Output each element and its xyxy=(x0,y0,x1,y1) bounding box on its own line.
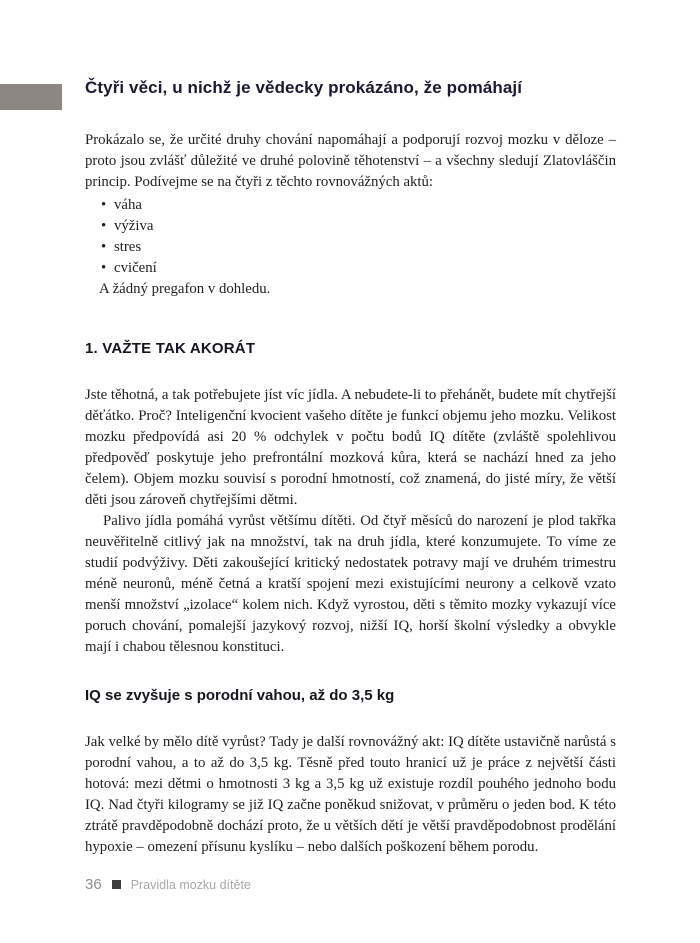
square-bullet-icon xyxy=(112,880,121,889)
page-content xyxy=(85,78,616,858)
section-heading: 1. VAŽTE TAK AKORÁT xyxy=(85,340,256,357)
list-item: • váha xyxy=(101,195,616,216)
page-title: Čtyři věci, u nichž je vědecky prokázáno, že pomáhají xyxy=(85,78,523,97)
footer-book-title: Pravidla mozku dítěte xyxy=(130,877,251,892)
subsection-paragraph: Jak velké by mělo dítě vyrůst? Tady je další rovnovážný akt: IQ dítěte ustavičně narůstá s porodní vahou, a to až do 3,5 kg. Těsně před touto hranicí už je práce z největší části hotová: mezi dětmi o hmotnosti 3 kg a 3,5 kg už existuje rozdíl pouhého jednoho bodu IQ. Nad čtyři kilogramy se již IQ začne poněkud snižovat, v průměru o jeden bod. K této ztrátě pravděpodobně dochází proto, že u větších dětí je větší pravděpodobnost prodělání hypoxie – omezení přísunu kyslíku – nebo dalších poškození během porodu. xyxy=(85,734,616,855)
section-paragraph: Jste těhotná, a tak potřebujete jíst víc jídla. A nebudete-li to přehánět, budete mít chytřejší děťátko. Proč? Inteligenční kvocient vašeho dítěte je funkcí objemu jeho mozku. Velikost mozku předpovídá asi 20 % odchylek v počtu bodů IQ dítěte (zvláště spolehlivou předpověď poskytuje jeho prefrontální mozková kůra, která se nachází hned za jeho čelem). Objem mozku souvisí s porodní hmotností, což znamená, do jisté míry, že větší děti jsou zároveň chytřejšími dětmi. xyxy=(85,387,616,508)
page-footer xyxy=(85,876,251,893)
list-item: • výživa xyxy=(101,216,616,237)
subsection-heading: IQ se zvyšuje s porodní vahou, až do 3,5 kg xyxy=(85,687,395,704)
bullet-list xyxy=(85,195,616,279)
intro-paragraph: Prokázalo se, že určité druhy chování napomáhají a podporují rozvoj mozku v děloze – proto jsou zvlášť důležité ve druhé polovině těhotenství – a všechny sledují Zlatovláščin princip. Podívejme se na čtyři z těchto rovnovážných aktů: xyxy=(85,132,616,190)
page-number: 36 xyxy=(85,876,102,893)
list-item: • cvičení xyxy=(101,258,616,279)
chapter-tab-marker xyxy=(0,84,62,110)
list-item: • stres xyxy=(101,237,616,258)
closing-line: A žádný pregafon v dohledu. xyxy=(99,281,271,297)
section-paragraph: Palivo jídla pomáhá vyrůst většímu dítěti. Od čtyř měsíců do narození je plod takřka neuvěřitelně citlivý jak na množství, tak na druh jídla, které konzumujete. To víme ze studií podvýživy. Děti zakoušející kritický nedostatek potravy mají ve druhém trimestru méně neuronů, méně četná a kratší spojení mezi existujícími neurony a celkově vzato menší množství „izolace“ kolem nich. Když vyrostou, děti s těmito mozky vykazují více poruch chování, pomalejší jazykový rozvoj, nižší IQ, horší školní výsledky a obvykle mají i chabou tělesnou konstituci. xyxy=(85,513,616,655)
